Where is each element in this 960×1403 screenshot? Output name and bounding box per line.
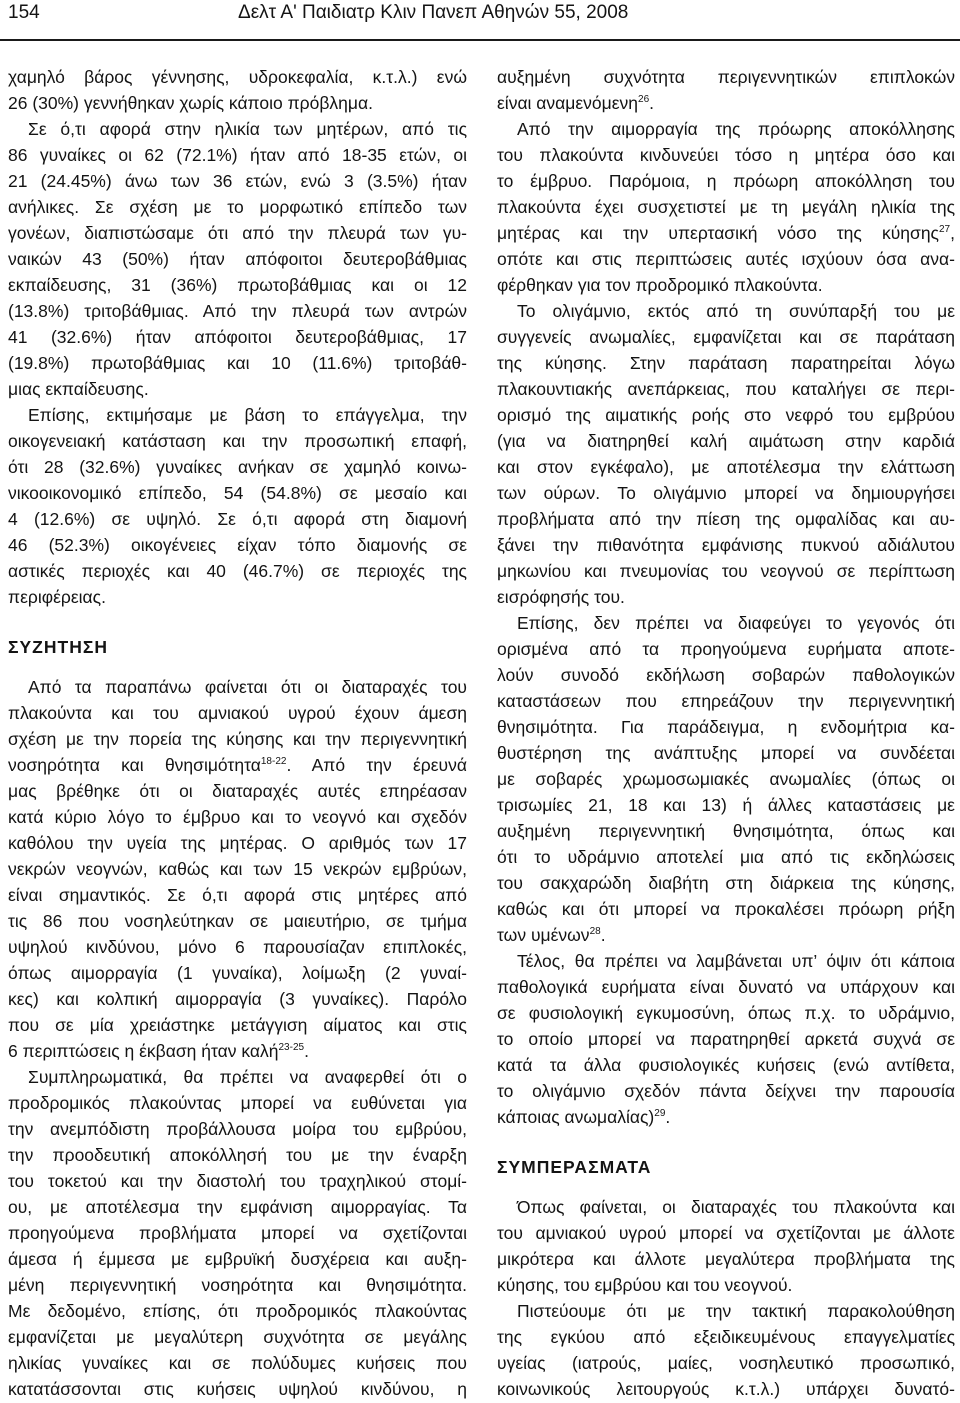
text-line: του τοκετού και την διαστολή του τραχηλικού στομί-: [8, 1171, 467, 1191]
paragraph: [497, 1298, 955, 1402]
text-line: 4 (12.6%) σε υψηλό. Σε ό,τι αφορά στη διαμονή: [8, 509, 467, 529]
text-line: 86 γυναίκες οι 62 (72.1%) ήταν από 18-35 ετών, οι: [8, 145, 467, 165]
text-line: υγείας (ιατρούς, μαίες, νοσηλευτικό προσωπικό,: [497, 1353, 955, 1373]
text-line: σχέση με την πορεία της κύησης και την περιγεννητική: [8, 729, 467, 749]
text-line: κύησης, του εμβρύου και του νεογνού.: [497, 1275, 793, 1295]
text-line-segment: .: [665, 1107, 671, 1127]
text-line: οπότε και στις περιπτώσεις αυτές ισχύουν όσα ανα-: [497, 249, 955, 269]
text-line: σε φυσιολογική εγκυμοσύνη, όπως π.χ. το υδράμνιο,: [497, 1003, 955, 1023]
text-line: ότι 28 (32.6%) γυναίκες ανήκαν σε χαμηλό κοινω-: [8, 457, 467, 477]
text-line: 26 (30%) γεννήθηκαν χωρίς κάποιο πρόβλημα.: [8, 93, 373, 113]
text-line: της κύησης. Στην παράταση παρατηρείται λόγω: [497, 353, 955, 373]
text-line: το έμβρυο. Παρόμοια, η πρόωρη αποκόλληση του: [497, 171, 955, 191]
text-line: κες) και κολπική αιμορραγία (3 γυναίκες). Παρόλο: [8, 989, 467, 1009]
text-line: ηλικίας γυναίκες και σε πολύδυμες κυήσεις που: [8, 1353, 467, 1373]
text-line-segment: νοσηρότητα και θνησιμότητα: [8, 755, 261, 775]
text-line: άμεσα ή έμμεσα με εμβρυϊκή δυσχέρεια και αυξη-: [8, 1249, 467, 1269]
text-line: ανήλικες. Σε σχέση με το μορφωτικό επίπεδο των: [8, 197, 467, 217]
text-line-segment: μητέρας και την υπερτασική νόσο της κύησης: [497, 223, 939, 243]
citation-superscript: 27: [939, 224, 951, 235]
text-line: αυξημένη περιγεννητική θνησιμότητα, όπως και: [497, 821, 955, 841]
text-line: συγγενείς ανωμαλίες, εμφανίζεται και σε παράταση: [497, 327, 955, 347]
text-line: τις 86 που νοσηλεύτηκαν σε μαιευτήριο, σε τμήμα: [8, 911, 467, 931]
text-line: εκπαίδευσης, 31 (36%) πρωτοβάθμιας και οι 12: [8, 275, 467, 295]
paragraph: [8, 402, 467, 610]
text-line: λούν συνοδό εκδήλωση σοβαρών παθολογικών: [497, 665, 955, 685]
text-line: τρισωμίες 21, 18 και 13) ή άλλες καταστάσεις με: [497, 795, 955, 815]
text-line-segment: κάποιας ανωμαλίας): [497, 1107, 655, 1127]
page-number: 154: [8, 2, 40, 23]
text-line: με σοβαρές χρωμοσωμιακές ανωμαλίες (όπως οι: [497, 769, 955, 789]
text-line: πλακούντα έχει συσχετιστεί με τη μεγάλη ηλικία της: [497, 197, 955, 217]
text-line: Επίσης, εκτιμήσαμε με βάση το επάγγελμα, την: [28, 405, 467, 425]
paragraph: [497, 116, 955, 298]
text-line: Από την αιμορραγία της πρόωρης αποκόλλησης: [517, 119, 955, 139]
text-line: μιας εκπαίδευσης.: [8, 379, 149, 399]
citation-superscript: 29: [654, 1108, 666, 1119]
section-heading: ΣΥΜΠΕΡΑΣΜΑΤΑ: [497, 1157, 652, 1177]
text-line: [497, 220, 955, 246]
text-line: πλακούντα και του αμνιακού υγρού έχουν άμεση: [8, 703, 467, 723]
text-line: Με δεδομένο, επίσης, ότι προδρομικός πλακούντας: [8, 1301, 467, 1321]
text-line: κατά κύριο λόγο το έμβρυο και το νεογνό και σχεδόν: [8, 807, 467, 827]
text-line: του πλακούντα κινδυνεύει τόσο η μητέρα όσο και: [497, 145, 955, 165]
text-line: και στον εγκέφαλο), με αποτέλεσμα την ελάττωση: [497, 457, 955, 477]
text-line: μικρότερα και άλλοτε μεγαλύτερα προβλήματα της: [497, 1249, 955, 1269]
paragraph: [8, 1064, 467, 1402]
text-line: (13.8%) τριτοβάθμιας. Από την πλευρά των αντρών: [8, 301, 467, 321]
text-line-segment: είναι αναμενόμενη: [497, 93, 639, 113]
text-line: Όπως φαίνεται, οι διαταραχές του πλακούντα και: [517, 1197, 955, 1217]
text-line-segment: ,: [950, 223, 955, 243]
text-line: ου, με αποτέλεσμα την εμφάνιση αιμορραγίας. Τα: [8, 1197, 467, 1217]
text-line: ορισμένα από τα προηγούμενα ευρήματα αποτε-: [497, 639, 955, 659]
text-line: [497, 922, 955, 948]
text-line: είναι σημαντικός. Σε ό,τι αφορά στις μητέρες από: [8, 885, 467, 905]
text-line: ξάνει την πιθανότητα εμφάνισης πυκνού αδιάλυτου: [497, 535, 955, 555]
text-line: Από τα παραπάνω φαίνεται ότι οι διαταραχές του: [28, 677, 467, 697]
left-column: [8, 64, 467, 1402]
text-line: 21 (24.45%) άνω των 36 ετών, ενώ 3 (3.5%) ήταν: [8, 171, 467, 191]
text-line-segment: των υμένων: [497, 925, 590, 945]
paragraph: [497, 948, 955, 1130]
text-line: του αμνιακού υγρού μπορεί να σχετίζονται με άλλοτε: [497, 1223, 955, 1243]
text-line: Τέλος, θα πρέπει να λαμβάνεται υπ’ όψιν ότι κάποια: [517, 951, 955, 971]
text-line: (για να διατηρηθεί καλή αιμάτωση στην καρδιά: [497, 431, 955, 451]
text-line-segment: .: [600, 925, 606, 945]
right-column: [497, 64, 955, 1402]
paragraph: [497, 1194, 955, 1298]
text-line: θυστέρηση της ανάπτυξης μπορεί να συνδέεται: [497, 743, 955, 763]
text-line: 46 (52.3%) οικογένειες είχαν τόπο διαμονής σε: [8, 535, 467, 555]
text-line: εισρόφησής του.: [497, 587, 625, 607]
paragraph: [8, 64, 467, 116]
text-line: κοινωνικούς λειτουργούς κ.τ.λ.) υπάρχει δυνατό-: [497, 1379, 955, 1399]
text-line: (19.8%) πρωτοβάθμιας και 10 (11.6%) τριτοβάθ-: [8, 353, 467, 373]
section-heading: ΣΥΖΗΤΗΣΗ: [8, 637, 108, 657]
text-line: γονέων, διαπιστώσαμε ότι από την πλευρά των γυ-: [8, 223, 467, 243]
text-line: [8, 752, 467, 778]
text-line: νικοοικονομικό επίπεδο, 54 (54.8%) σε μεσαίο και: [8, 483, 467, 503]
text-line: κατά τα άλλα φυσιολογικές κυήσεις (ενώ αντίθετα,: [497, 1055, 955, 1075]
text-line: της εγκύου από εξειδικευμένους επαγγελματίες: [497, 1327, 955, 1347]
text-line: την ανεμπόδιστη προβάλλουσα μοίρα του εμβρύου,: [8, 1119, 467, 1139]
citation-superscript: 18-22: [260, 756, 287, 767]
text-line: αυξημένη συχνότητα περιγεννητικών επιπλοκών: [497, 67, 955, 87]
text-line: προηγούμενα προβλήματα μπορεί να σχετίζονται: [8, 1223, 467, 1243]
paragraph: [497, 64, 955, 116]
text-line: εμφανίζεται με μεγαλύτερη συχνότητα σε μεγάλης: [8, 1327, 467, 1347]
text-line: ορισμό της αιματικής ροής στο νεφρό του εμβρύου: [497, 405, 955, 425]
text-line: οικογενειακή κατάσταση και την προσωπική επαφή,: [8, 431, 467, 451]
text-line: Πιστεύουμε ότι με την τακτική παρακολούθηση: [517, 1301, 955, 1321]
text-line: 41 (32.6%) ήταν απόφοιτοι δευτεροβάθμιας, 17: [8, 327, 467, 347]
paragraph: [497, 610, 955, 948]
text-line: καταστάσεων που επηρεάζουν την περιγεννητική: [497, 691, 955, 711]
text-line: του σακχαρώδη διαβήτη στη διάρκεια της κύησης,: [497, 873, 955, 893]
text-line: κατατάσσονται στις κυήσεις υψηλού κινδύνου, η: [8, 1379, 467, 1399]
citation-superscript: 26: [638, 94, 650, 105]
text-line: φέρθηκαν για τον προδρομικό πλακούντα.: [497, 275, 823, 295]
citation-superscript: 28: [589, 926, 601, 937]
text-line: που σε μία χρειάστηκε μετάγγιση αίματος και στις: [8, 1015, 467, 1035]
text-line: θνησιμότητα. Για παράδειγμα, η ενδομήτρια κα-: [497, 717, 955, 737]
journal-citation: Δελτ Α' Παιδιατρ Κλιν Πανεπ Αθηνών 55, 2008: [238, 2, 629, 23]
text-line-segment: 6 περιπτώσεις η έκβαση ήταν καλή: [8, 1041, 279, 1061]
text-line: καθόλου την υγεία της μητέρας. Ο αριθμός των 17: [8, 833, 467, 853]
text-line: [8, 1038, 467, 1064]
text-line: μηκωνίου και πνευμονίας του νεογνού σε περίπτωση: [497, 561, 955, 581]
text-line: περιφέρειας.: [8, 587, 106, 607]
text-line: νεκρών νεογνών, καθώς και των 15 νεκρών εμβρύων,: [8, 859, 467, 879]
text-line: Το ολιγάμνιο, εκτός από τη συνύπαρξή του με: [517, 301, 955, 321]
text-line: [497, 90, 955, 116]
paragraph: [8, 674, 467, 1064]
text-line: την προοδευτική αποκόλλησή του με την έναρξη: [8, 1145, 467, 1165]
text-line: ναικών 43 (50%) ήταν απόφοιτοι δευτεροβάθμιας: [8, 249, 467, 269]
text-line: το οποίο μπορεί να παρατηρηθεί αρκετά συχνά σε: [497, 1029, 955, 1049]
text-line-segment: .: [649, 93, 655, 113]
text-line: Συμπληρωματικά, θα πρέπει να αναφερθεί ότι ο: [28, 1067, 467, 1087]
text-line: των ούρων. Το ολιγάμνιο μπορεί να δημιουργήσει: [497, 483, 955, 503]
text-line-segment: . Από την έρευνά: [286, 755, 467, 775]
header-rule: [0, 39, 960, 41]
citation-superscript: 23-25: [278, 1042, 305, 1053]
text-line: υψηλού κινδύνου, μόνο 6 παρουσίαζαν επιπλοκές,: [8, 937, 467, 957]
text-line: αστικές περιοχές και 40 (46.7%) σε περιοχές της: [8, 561, 467, 581]
text-line: ότι το υδράμνιο αποτελεί μια από τις εκδηλώσεις: [497, 847, 955, 867]
paragraph: [497, 298, 955, 610]
text-line-segment: .: [304, 1041, 309, 1061]
text-line: παθολογικά ευρήματα είναι δυνατό να υπάρχουν και: [497, 977, 955, 997]
text-line: πλακουντιακής ανεπάρκειας, που καταλήγει σε περι-: [497, 379, 955, 399]
text-line: Επίσης, δεν πρέπει να διαφεύγει το γεγονός ότι: [517, 613, 955, 633]
text-line: το ολιγάμνιο σχεδόν πάντα δείχνει την παρουσία: [497, 1081, 955, 1101]
text-line: προδρομικός πλακούντας μπορεί να ευθύνεται για: [8, 1093, 467, 1113]
text-line: μας βρέθηκε ότι οι διαταραχές αυτές επηρέασαν: [8, 781, 467, 801]
text-line: προβλήματα από την πίεση της ομφαλίδας και αυ-: [497, 509, 955, 529]
paragraph: [8, 116, 467, 402]
text-line: Σε ό,τι αφορά στην ηλικία των μητέρων, από τις: [28, 119, 467, 139]
text-line: καθώς και ότι μπορεί να προκαλέσει πρόωρη ρήξη: [497, 899, 955, 919]
text-line: [497, 1104, 955, 1130]
text-line: μένη περιγεννητική νοσηρότητα και θνησιμότητα.: [8, 1275, 467, 1295]
text-line: όπως αιμορραγία (1 γυναίκα), λοίμωξη (2 γυναί-: [8, 963, 467, 983]
text-line: χαμηλό βάρος γέννησης, υδροκεφαλία, κ.τ.λ.) ενώ: [8, 67, 467, 87]
